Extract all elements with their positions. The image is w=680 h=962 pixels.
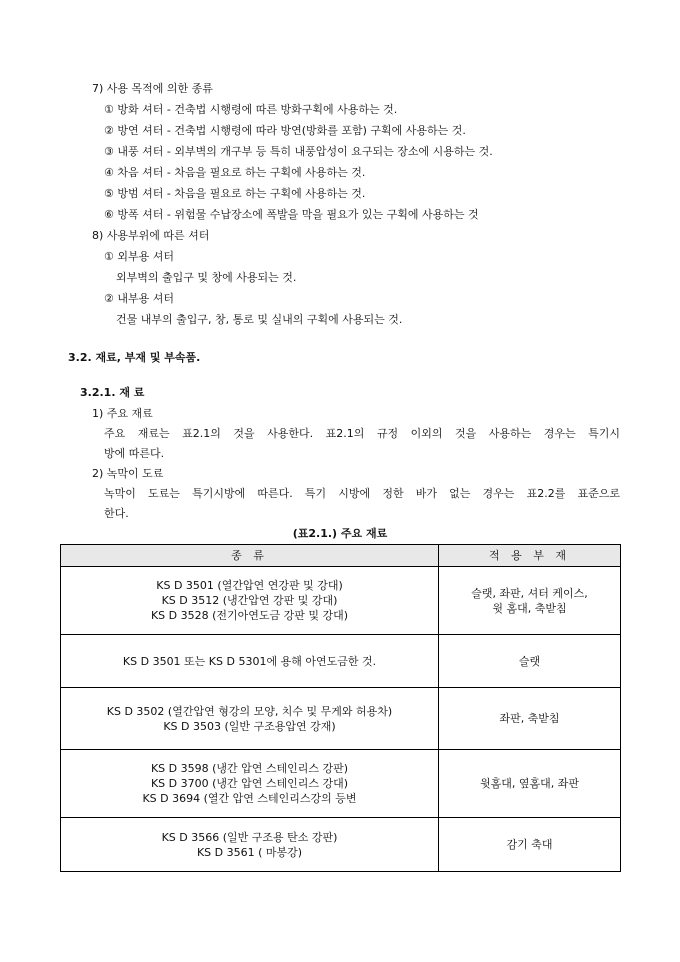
kind-cell <box>61 635 439 688</box>
section-7-title: 7) 사용 목적에 의한 종류 <box>92 82 213 95</box>
list-item: ⑤ 방범 셔터 - 차음을 필요로 하는 구획에 사용하는 것. <box>104 187 366 200</box>
heading-3-2-1: 3.2.1. 재 료 <box>80 386 145 399</box>
para-2-line-1: 녹막이 도료는 특기시방에 따른다. 특기 시방에 정한 바가 없는 경우는 표2.2를 표준으로 <box>104 487 620 500</box>
use-line: 윗홈대, 옆홈대, 좌판 <box>480 777 579 790</box>
kind-line: KS D 3694 (열간 압연 스테인리스강의 등변 <box>142 792 357 805</box>
kind-line: KS D 3700 (냉간 압연 스테인리스 강대) <box>150 777 349 790</box>
kind-line: KS D 3528 (전기아연도금 강판 및 강대) <box>150 609 349 622</box>
kind-cell <box>61 688 439 750</box>
use-cell <box>439 688 621 750</box>
subsection-exterior-text: 외부벽의 출입구 및 창에 사용되는 것. <box>116 271 297 284</box>
kind-line: KS D 3598 (냉간 압연 스테인리스 강판) <box>150 762 349 775</box>
para-1-title: 1) 주요 재료 <box>92 407 153 420</box>
kind-line: KS D 3512 (냉간압연 강판 및 강대) <box>161 594 338 607</box>
kind-line: KS D 3501 (열간압연 연강판 및 강대) <box>156 579 343 592</box>
kind-cell <box>61 567 439 635</box>
use-line: 슬랫 <box>518 654 541 668</box>
kind-cell <box>61 818 439 872</box>
table-row <box>61 818 621 872</box>
table-row <box>61 635 621 688</box>
header-use: 적 용 부 재 <box>439 545 621 567</box>
use-line: 감기 축대 <box>506 838 553 851</box>
subsection-interior-title: ② 내부용 셔터 <box>104 292 174 305</box>
list-item: ② 방연 셔터 - 건축법 시행령에 따라 방연(방화를 포함) 구획에 사용하는 것. <box>104 124 466 137</box>
para-1-line-1: 주요 재료는 표2.1의 것을 사용한다. 표2.1의 규정 이외의 것을 사용하는 경우는 특기시 <box>104 427 620 440</box>
table-row <box>61 750 621 818</box>
kind-line: KS D 3503 (일반 구조용압연 강재) <box>163 719 336 733</box>
use-cell <box>439 567 621 635</box>
para-2-title: 2) 녹막이 도료 <box>92 467 164 480</box>
subsection-exterior-title: ① 외부용 셔터 <box>104 250 174 263</box>
use-cell <box>439 750 621 818</box>
list-item: ① 방화 셔터 - 건축법 시행령에 따른 방화구획에 사용하는 것. <box>104 103 398 116</box>
list-item: ④ 차음 셔터 - 차음을 필요로 하는 구획에 사용하는 것. <box>104 166 366 179</box>
use-cell <box>439 635 621 688</box>
list-item: ③ 내풍 셔터 - 외부벽의 개구부 등 특히 내풍압성이 요구되는 장소에 시용하는 것. <box>104 145 493 158</box>
kind-cell <box>61 750 439 818</box>
materials-table <box>60 544 621 872</box>
use-line: 좌판, 축받침 <box>499 712 560 725</box>
kind-line: KS D 3501 또는 KS D 5301에 용해 아연도금한 것. <box>122 654 377 668</box>
use-line: 윗 홈대, 축받침 <box>492 601 567 615</box>
table-row <box>61 688 621 750</box>
para-2-line-2: 한다. <box>104 507 129 520</box>
heading-3-2: 3.2. 재료, 부재 및 부속품. <box>68 351 201 364</box>
header-kind: 종 류 <box>61 545 439 567</box>
kind-line: KS D 3561 ( 마봉강) <box>196 845 303 859</box>
section-8-title: 8) 사용부위에 따른 셔터 <box>92 229 210 242</box>
use-cell <box>439 818 621 872</box>
table-row <box>61 567 621 635</box>
table-header-row <box>61 545 621 567</box>
para-1-line-2: 방에 따른다. <box>104 447 165 460</box>
use-line: 슬랫, 좌판, 셔터 케이스, <box>471 586 588 600</box>
kind-line: KS D 3566 (일반 구조용 탄소 강판) <box>161 830 338 844</box>
list-item: ⑥ 방폭 셔터 - 위험물 수납장소에 폭발을 막을 필요가 있는 구획에 사용하는 것 <box>104 208 479 221</box>
subsection-interior-text: 건물 내부의 출입구, 창, 통로 및 실내의 구획에 사용되는 것. <box>116 313 403 326</box>
kind-line: KS D 3502 (열간압연 형강의 모양, 치수 및 무게와 허용차) <box>106 704 393 718</box>
table-caption: (표2.1.) 주요 재료 <box>292 527 388 540</box>
